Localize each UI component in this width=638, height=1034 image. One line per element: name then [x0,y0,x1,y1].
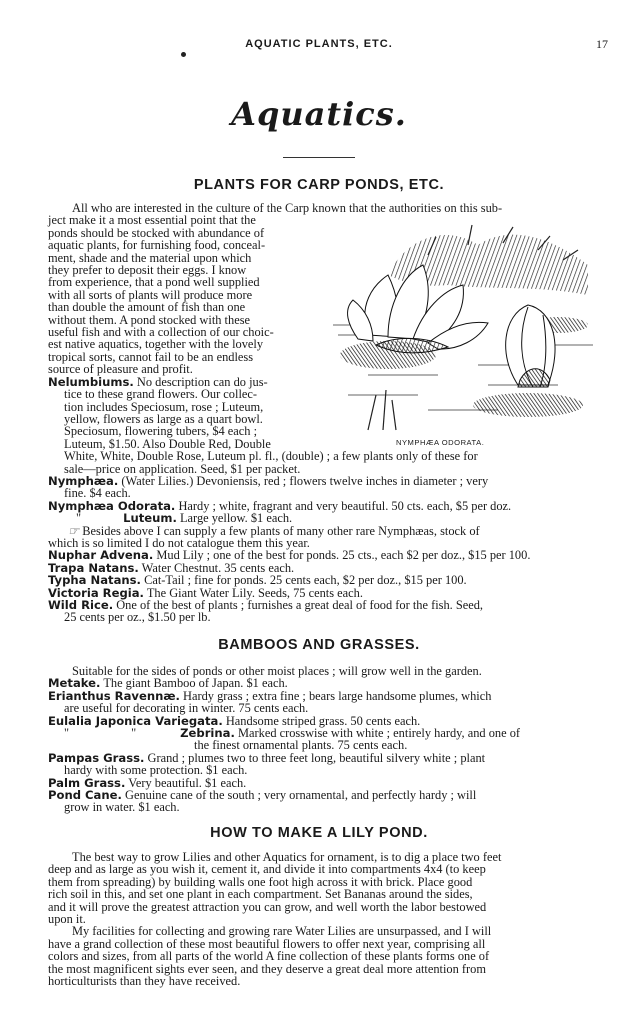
entry-name: Trapa Natans. [48,560,139,575]
carp-line: than double the amount of fish than one [48,300,246,315]
entry-text: Large yellow. $1 each. [179,511,293,526]
entry-text: Hardy ; white, fragrant and very beautiful. 50 cts. each, $5 per doz. [178,498,512,513]
page-number: 17 [596,37,608,51]
carp-line: they prefer to deposit their eggs. I know [48,263,247,278]
page-title: Aquatics. [231,95,407,133]
lily-line: My facilities for collecting and growing rare Water Lilies are unsurpassed, and I will [72,924,492,939]
entry-text: Water Chestnut. 35 cents each. [141,560,295,575]
carp-line: source of pleasure and profit. [48,362,193,377]
note-text: Besides above I can supply a few plants of many other rare Nymphæas, stock of [82,523,480,538]
lily-line: the most magnificent sights ever seen, and they deserve a great deal more attention from [48,961,486,976]
entry-text: The Giant Water Lily. Seeds, 75 cents each. [146,585,363,600]
entry-text: No description can do jus- [136,374,268,389]
entry-name: Nymphæa. [48,473,119,488]
section-heading-lily: HOW TO MAKE A LILY POND. [210,825,428,841]
lily-line: horticulturists than they have received. [48,974,241,989]
entry-text: Very beautiful. $1 each. [128,775,247,790]
lily-line: upon it. [48,912,86,927]
entry-name: Nymphæa Odorata. [48,498,176,513]
entry-name: Nuphar Advena. [48,548,154,563]
carp-line: from experience, that a pond well supplied [48,275,260,290]
entry-text: Genuine cane of the south ; very ornamental, and perfectly hardy ; will [125,788,477,803]
entry-name: Zebrina. [180,726,235,741]
carp-section [48,202,596,624]
entry-name: Palm Grass. [48,775,126,790]
ink-dot [181,52,186,57]
entry-line: White, White, Double Rose, Luteum pl. fl., (double) ; a few plants only of these for [64,449,478,464]
running-head: AQUATIC PLANTS, ETC. [245,38,393,50]
entry-text: Cat-Tail ; fine for ponds. 25 cents each, $2 per doz., $15 per 100. [144,573,467,588]
carp-line: aquatic plants, for furnishing food, conceal- [48,238,266,253]
carp-line: with all sorts of plants will produce more [48,287,253,302]
carp-line: useful fish and with a collection of our choic- [48,325,274,340]
entry-text: (Water Lilies.) Devoniensis, red ; flowers twelve inches in diameter ; very [121,473,489,488]
entry-line: yellow, flowers as large as a quart bowl. [64,411,263,426]
lily-line: rich soil in this, and set one plant in each compartment. Set Bananas around the sides, [48,887,473,902]
entry-text: One of the best of plants ; furnishes a great deal of food for the fish. Seed, [116,598,484,612]
carp-line: without them. A pond stocked with these [48,312,251,327]
entry-name: Nelumbiums. [48,374,134,389]
carp-line: ponds should be stocked with abundance of [48,225,265,240]
ditto-mark: " [64,726,70,741]
lily-line: them from spreading) by building walls one foot high across it with brick. Place good [48,874,473,889]
section-heading-carp: PLANTS FOR CARP PONDS, ETC. [193,177,445,193]
lily-line: deep and as large as you wish it, cement it, and divide it into compartments 4x4 (to keep [48,862,486,877]
entry-line: tice to these grand flowers. Our collec- [64,387,258,402]
lily-line: and it will prove the greatest attraction you can grow, and well worth the labor bestowed [48,899,487,914]
entry-line: the finest ornamental plants. 75 cents each. [194,738,408,753]
entry-line: Luteum, $1.50. Also Double Red, Double [64,436,271,451]
entry-text: Mud Lily ; one of the best for ponds. 25 cts., each $2 per doz., $15 per 100. [156,548,531,563]
entry-text: Handsome striped grass. 50 cents each. [225,713,421,728]
entry-name: Erianthus Ravennæ. [48,688,180,703]
carp-line: ment, shade and the material upon which [48,250,252,265]
entry-line: sale—price on application. Seed, $1 per packet. [64,461,301,476]
entry-name: Wild Rice. [48,598,114,612]
entry-line: Speciosum, flowering tubers, $4 each ; [64,424,258,439]
lily-line: colors and sizes, from all parts of the world A fine collection of these plants forms one of [48,949,490,964]
bamboos-intro: Suitable for the sides of ponds or other moist places ; will grow well in the garden. [72,664,482,678]
entry-text: Marked crosswise with white ; entirely hardy, and one of [237,726,521,741]
lily-section [48,851,596,987]
carp-line: ject make it a most essential point that the [48,213,256,228]
bamboos-section [48,665,596,814]
entry-line: fine. $4 each. [64,486,131,501]
lily-line: have a grand collection of these most beautiful flowers to offer next year, comprising all [48,936,486,951]
entry-line: grow in water. $1 each. [64,800,180,815]
entry-name: Eulalia Japonica Variegata. [48,713,223,728]
note-line: which is so limited I do not catalogue them this year. [48,535,310,550]
entry-line: tion includes Speciosum, rose ; Luteum, [64,399,264,414]
pointing-hand-icon: ☞ [68,523,80,538]
entry-name: Pampas Grass. [48,750,145,765]
ditto-mark: " [131,726,137,741]
entry-name: Victoria Regia. [48,585,144,600]
ditto-mark: " [76,511,82,526]
entry-text: Grand ; plumes two to three feet long, beautiful silvery white ; plant [147,750,486,765]
entry-name: Typha Natans. [48,573,141,588]
section-heading-bamboos: BAMBOOS AND GRASSES. [218,637,420,653]
entry-text: Hardy grass ; extra fine ; bears large handsome plumes, which [183,688,492,703]
entry-text: The giant Bamboo of Japan. $1 each. [103,676,288,691]
carp-line: All who are interested in the culture of the Carp known that the authorities on this sub- [72,201,503,215]
entry-line: 25 cents per oz., $1.50 per lb. [64,610,211,625]
entry-line: hardy with some protection. $1 each. [64,763,248,778]
carp-line: est native aquatics, together with the lovely [48,337,264,352]
carp-line: tropical sorts, cannot fail to be an endless [48,349,254,364]
entry-name: Luteum. [123,511,177,526]
entry-name: Pond Cane. [48,788,122,803]
lily-line: The best way to grow Lilies and other Aquatics for ornament, is to dig a place two feet [72,850,502,864]
entry-name: Metake. [48,676,101,691]
entry-line: are useful for decorating in winter. 75 cents each. [64,701,309,716]
title-divider [283,157,355,158]
figure-caption: NYMPHÆA ODORATA. [396,438,485,447]
